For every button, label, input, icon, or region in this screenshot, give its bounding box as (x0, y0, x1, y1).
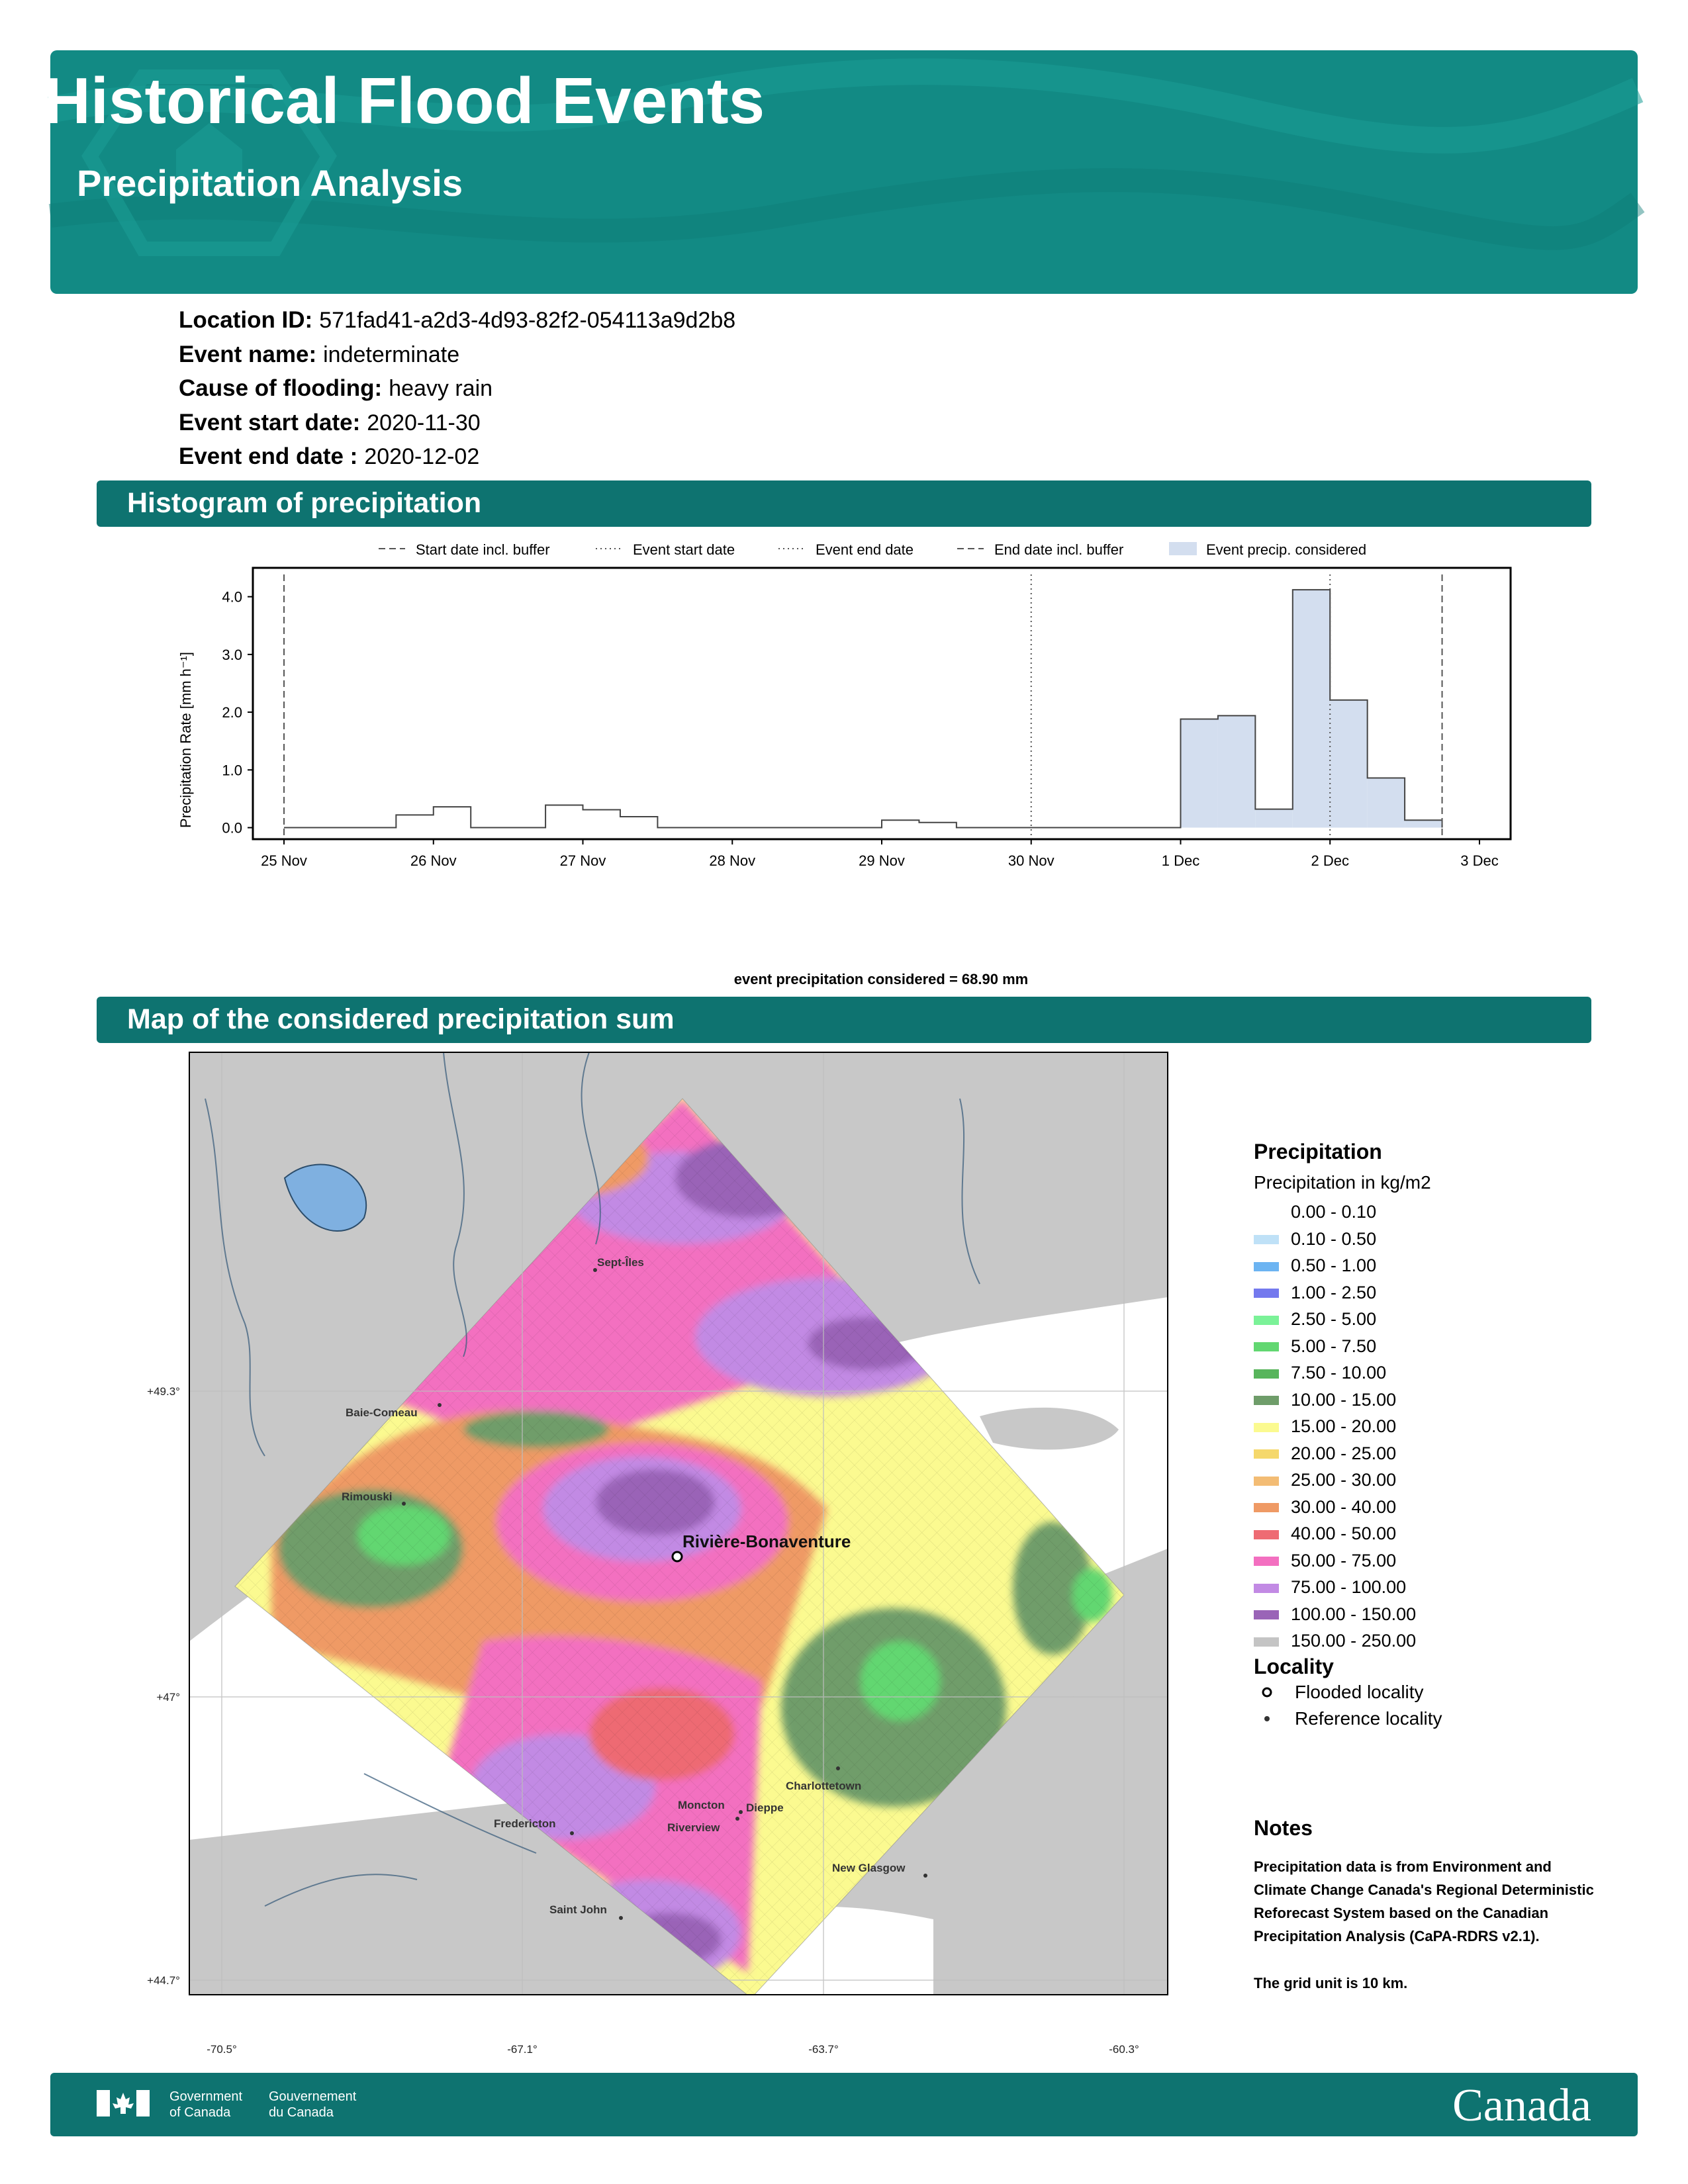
locality-moncton: Moncton (678, 1799, 725, 1811)
legend-class-item (1254, 1413, 1611, 1440)
legend-class-label: 2.50 - 5.00 (1291, 1309, 1377, 1329)
legend-class-label: 15.00 - 20.00 (1291, 1416, 1397, 1436)
considered-bar (1293, 590, 1330, 827)
reference-locality-marker (923, 1874, 927, 1878)
chart-legend (379, 541, 1366, 558)
considered-bar (1180, 719, 1217, 828)
legend-class-label: 1.00 - 2.50 (1291, 1282, 1377, 1302)
reference-locality-marker (402, 1502, 406, 1506)
legend-swatch (1254, 1396, 1279, 1405)
legend-considered-swatch (1169, 542, 1197, 555)
y-tick-label: 0.0 (222, 819, 242, 837)
gov-fr-line-2: du Canada (269, 2105, 334, 2120)
x-tick-label: 28 Nov (709, 852, 756, 869)
reference-locality-marker (739, 1810, 743, 1814)
reference-locality-marker (836, 1766, 840, 1770)
legend-class-item (1254, 1387, 1611, 1414)
cause-label: Cause of flooding: (179, 375, 383, 401)
legend-event-end-label: Event end date (816, 541, 914, 558)
locality-charlottetown: Charlottetown (786, 1780, 862, 1792)
legend-swatch (1254, 1503, 1279, 1512)
flooded-locality-marker (673, 1552, 682, 1561)
histogram-section-title: Histogram of precipitation (127, 487, 482, 519)
legend-class-item (1254, 1520, 1611, 1547)
legend-swatch (1254, 1316, 1279, 1325)
legend-class-item (1254, 1252, 1611, 1279)
considered-bar (1330, 700, 1367, 828)
x-tick-label: 25 Nov (261, 852, 307, 869)
legend-class-label: 20.00 - 25.00 (1291, 1443, 1397, 1463)
page-title: Historical Flood Events (44, 64, 765, 137)
precipitation-histogram (146, 529, 1536, 993)
locality-dieppe: Dieppe (746, 1801, 784, 1814)
legend-class-label: 25.00 - 30.00 (1291, 1470, 1397, 1490)
legend-swatch (1254, 1289, 1279, 1298)
legend-start-buffer-label: Start date incl. buffer (416, 541, 550, 558)
legend-class-item (1254, 1574, 1611, 1601)
page-footer (50, 2073, 1638, 2136)
legend-swatch (1254, 1449, 1279, 1459)
y-tick-label: 3.0 (222, 646, 242, 663)
legend-class-label: 30.00 - 40.00 (1291, 1496, 1397, 1517)
legend-class-item (1254, 1226, 1611, 1253)
cause-row (179, 371, 735, 406)
legend-class-label: 5.00 - 7.50 (1291, 1336, 1377, 1356)
considered-bar (1368, 778, 1405, 828)
map-legend (1254, 1140, 1611, 1732)
legend-class-label: 40.00 - 50.00 (1291, 1524, 1397, 1543)
start-date-row (179, 406, 735, 440)
end-date-value: 2020-12-02 (364, 444, 480, 469)
flooded-locality-label: Rivière-Bonaventure (682, 1531, 851, 1551)
legend-classes (1254, 1199, 1611, 1655)
lon-label: -63.7° (808, 2043, 839, 2056)
canada-flag-icon (97, 2090, 150, 2116)
legend-title: Precipitation (1254, 1140, 1382, 1163)
legend-class-item (1254, 1494, 1611, 1521)
legend-class-item (1254, 1279, 1611, 1306)
locality-fredericton: Fredericton (494, 1817, 556, 1830)
lon-label: -60.3° (1109, 2043, 1139, 2056)
x-tick-label: 27 Nov (559, 852, 606, 869)
government-of-canada-fr (269, 2089, 356, 2120)
legend-class-label: 10.00 - 15.00 (1291, 1389, 1397, 1410)
legend-end-buffer-label: End date incl. buffer (994, 541, 1124, 558)
legend-class-label: 0.10 - 0.50 (1291, 1228, 1377, 1249)
legend-class-item (1254, 1601, 1611, 1628)
y-tick-label: 1.0 (222, 762, 242, 779)
precipitation-map (147, 1046, 1198, 2065)
legend-class-item (1254, 1547, 1611, 1574)
start-date-label: Event start date: (179, 409, 361, 435)
government-of-canada-en (169, 2089, 242, 2120)
event-name-row (179, 338, 735, 372)
lat-label: +49.3° (147, 1385, 180, 1398)
event-name-label: Event name: (179, 341, 317, 367)
x-tick-label: 30 Nov (1008, 852, 1055, 869)
flooded-locality-legend-item (1254, 1679, 1611, 1706)
location-id-row (179, 303, 735, 338)
considered-bar (1405, 820, 1442, 827)
gov-fr-line-1: Gouvernement (269, 2089, 357, 2104)
legend-class-item (1254, 1440, 1611, 1467)
reference-locality-marker (619, 1916, 623, 1920)
legend-class-label: 150.00 - 250.00 (1291, 1631, 1417, 1651)
y-tick-label: 2.0 (222, 704, 242, 721)
notes-data-source: Precipitation data is from Environment and Climate Change Canada's Regional Deterministic Reforecast System based on the Canadian Precipitation Analysis (CaPA-RDRS v2.1). (1254, 1858, 1594, 1944)
reference-locality-marker (735, 1817, 739, 1821)
legend-class-label: 7.50 - 10.00 (1291, 1363, 1387, 1383)
reference-locality-legend-item (1254, 1706, 1611, 1732)
cause-value: heavy rain (389, 376, 493, 401)
histogram-section-bar (97, 480, 1591, 527)
lat-label: +47° (156, 1691, 180, 1704)
locality-legend-title: Locality (1254, 1654, 1334, 1678)
legend-swatch (1254, 1557, 1279, 1566)
start-date-value: 2020-11-30 (367, 410, 481, 435)
reference-locality-marker (438, 1403, 442, 1407)
legend-class-label: 75.00 - 100.00 (1291, 1577, 1407, 1597)
legend-swatch (1254, 1369, 1279, 1379)
x-tick-label: 2 Dec (1311, 852, 1349, 869)
y-axis-label: Precipitation Rate [mm h⁻¹] (177, 652, 194, 828)
location-id-value: 571fad41-a2d3-4d93-82f2-054113a9d2b8 (319, 308, 736, 333)
legend-class-item (1254, 1306, 1611, 1333)
considered-bar (1218, 715, 1255, 827)
lon-label: -67.1° (507, 2043, 538, 2056)
legend-swatch (1254, 1262, 1279, 1271)
map-section-bar (97, 997, 1591, 1043)
flooded-locality-legend-label: Flooded locality (1295, 1681, 1424, 1702)
x-tick-label: 3 Dec (1460, 852, 1499, 869)
legend-swatch (1254, 1610, 1279, 1619)
notes-grid-unit: The grid unit is 10 km. (1254, 1975, 1408, 1991)
legend-event-start-label: Event start date (633, 541, 735, 558)
legend-swatch (1254, 1584, 1279, 1593)
y-tick-label: 4.0 (222, 588, 242, 606)
flooded-locality-icon (1254, 1679, 1280, 1706)
event-name-value: indeterminate (323, 341, 460, 367)
legend-swatch (1254, 1530, 1279, 1539)
reference-locality-marker (570, 1831, 574, 1835)
legend-class-item (1254, 1359, 1611, 1387)
x-tick-label: 29 Nov (859, 852, 905, 869)
legend-subtitle: Precipitation in kg/m2 (1254, 1172, 1431, 1193)
legend-class-label: 0.00 - 0.10 (1291, 1202, 1377, 1222)
legend-class-item (1254, 1467, 1611, 1494)
notes-title: Notes (1254, 1816, 1313, 1840)
legend-class-item (1254, 1333, 1611, 1360)
legend-swatch (1254, 1342, 1279, 1351)
gov-en-line-1: Government (169, 2089, 243, 2104)
end-date-row (179, 439, 735, 474)
event-precip-total-note: event precipitation considered = 68.90 mm (733, 971, 1029, 987)
legend-swatch (1254, 1235, 1279, 1244)
page-subtitle: Precipitation Analysis (77, 162, 463, 204)
legend-class-label: 0.50 - 1.00 (1291, 1255, 1377, 1275)
legend-considered-label: Event precip. considered (1206, 541, 1367, 558)
legend-swatch (1254, 1477, 1279, 1486)
canada-wordmark: Canada (1452, 2080, 1591, 2131)
locality-new-glasgow: New Glasgow (832, 1862, 906, 1874)
legend-class-label: 50.00 - 75.00 (1291, 1550, 1397, 1570)
locality-sept-iles: Sept-Îles (597, 1256, 644, 1269)
notes-section (1254, 1816, 1598, 2019)
map-section-title: Map of the considered precipitation sum (127, 1003, 675, 1035)
lat-label: +44.7° (147, 1974, 180, 1987)
locality-rimouski: Rimouski (342, 1490, 393, 1503)
end-date-label: Event end date : (179, 443, 358, 469)
precipitation-step-line (284, 590, 1442, 827)
legend-swatch (1254, 1423, 1279, 1432)
locality-riverview: Riverview (667, 1821, 720, 1834)
x-tick-label: 1 Dec (1161, 852, 1200, 869)
legend-swatch (1254, 1637, 1279, 1647)
locality-saint-john: Saint John (549, 1903, 607, 1916)
locality-baie-comeau: Baie-Comeau (346, 1406, 418, 1419)
considered-bar (1255, 809, 1292, 828)
event-metadata (179, 303, 735, 474)
legend-class-item (1254, 1627, 1611, 1655)
legend-class-item (1254, 1199, 1611, 1226)
reference-locality-icon (1254, 1706, 1280, 1732)
legend-class-label: 100.00 - 150.00 (1291, 1604, 1417, 1624)
gov-en-line-2: of Canada (169, 2105, 231, 2120)
lon-label: -70.5° (207, 2043, 237, 2056)
location-id-label: Location ID: (179, 307, 313, 333)
reference-locality-legend-label: Reference locality (1295, 1707, 1442, 1729)
x-tick-label: 26 Nov (410, 852, 457, 869)
